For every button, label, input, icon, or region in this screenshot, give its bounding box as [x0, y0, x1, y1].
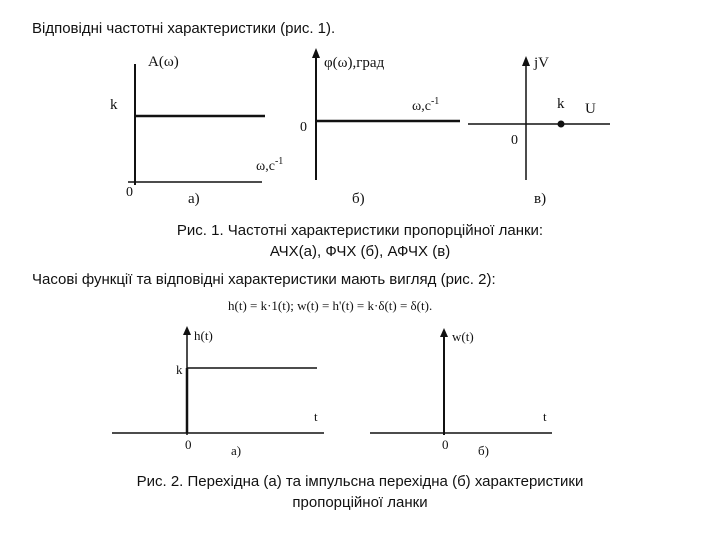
- fig2-panel-b: [370, 328, 552, 458]
- fig1b-x-label: $\omega,c^{-1}$: [412, 96, 440, 114]
- figure-1-caption-line-2: АЧХ(а), ФЧХ (б), АФЧХ (в): [269, 243, 451, 260]
- figure-2-caption-line-2: пропорційної ланки: [292, 494, 428, 511]
- fig1c-y-label: jV: [534, 55, 549, 71]
- fig2b-x-label: t: [543, 409, 547, 424]
- fig2b-y-arrow: [440, 328, 448, 337]
- fig2a-y-label: h(t): [194, 328, 213, 343]
- fig2a-y-arrow: [183, 326, 191, 335]
- fig1b-origin-label: 0: [300, 120, 307, 135]
- fig1c-point-label: k: [557, 96, 565, 112]
- fig2-panel-a: [112, 326, 324, 458]
- intro-text: Відповідні частотні характеристики (рис. 1).: [32, 20, 336, 37]
- figure-2-caption-line-1: Рис. 2. Перехідна (а) та імпульсна перехідна (б) характеристики: [136, 473, 584, 490]
- fig1a-origin-label: 0: [126, 185, 133, 200]
- fig1c-origin-label: 0: [511, 133, 518, 148]
- fig1c-point-k: [558, 121, 565, 128]
- fig1-panel-a: [110, 54, 283, 207]
- figure-2-time-characteristics: [0, 318, 720, 468]
- fig1c-x-label: U: [585, 101, 596, 117]
- fig2a-origin-label: 0: [185, 437, 192, 452]
- fig1a-y-label: A(ω): [148, 54, 179, 70]
- fig2a-level-label: k: [176, 362, 183, 377]
- fig1b-panel-tag: б): [352, 191, 365, 207]
- paragraph-time-functions: Часові функції та відповідні характеристики мають вигляд (рис. 2):: [32, 271, 496, 288]
- fig1b-y-label: φ(ω),град: [324, 55, 385, 71]
- fig2b-origin-label: 0: [442, 437, 449, 452]
- fig1b-y-arrow: [312, 48, 320, 58]
- fig2b-y-label: w(t): [452, 329, 474, 344]
- figure-1-frequency-characteristics: [0, 0, 720, 220]
- fig2a-panel-tag: а): [231, 443, 242, 458]
- fig1-panel-c: [468, 55, 610, 207]
- figure-1-caption: [140, 220, 580, 262]
- figure-1-caption-line-1: Рис. 1. Частотні характеристики пропорційної ланки:: [176, 222, 544, 239]
- fig1a-panel-tag: а): [188, 191, 200, 207]
- fig1a-level-label: k: [110, 97, 118, 113]
- fig1-panel-b: [300, 48, 460, 207]
- formula: h(t) = k·1(t); w(t) = h'(t) = k·δ(t) = δ(t).: [228, 298, 433, 313]
- fig1a-x-label: $\omega,c^{-1}$: [256, 156, 284, 174]
- fig2b-panel-tag: б): [478, 443, 489, 458]
- fig2a-x-label: t: [314, 409, 318, 424]
- figure-2-caption: [100, 471, 620, 513]
- fig1c-y-arrow: [522, 56, 530, 66]
- fig1c-panel-tag: в): [534, 191, 547, 207]
